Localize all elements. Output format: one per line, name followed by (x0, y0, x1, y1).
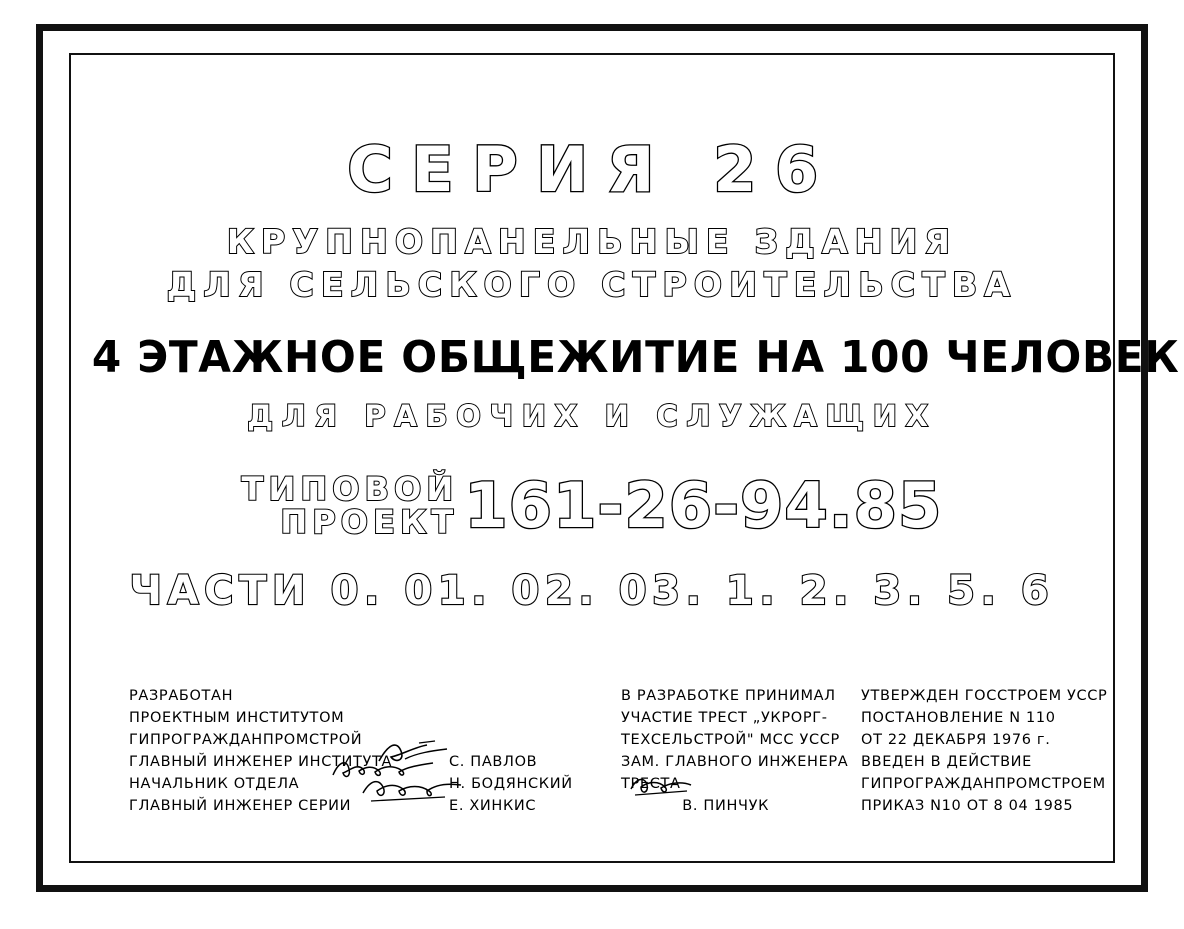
credits-column-left (129, 685, 573, 817)
drawing-sheet-inner-frame (69, 53, 1180, 863)
chief-engineer-institute-row (129, 751, 538, 773)
intended-users-line: ДЛЯ РАБОЧИХ И СЛУЖАЩИХ (247, 399, 937, 433)
trust-engineer-name: В. ПИНЧУК (682, 798, 770, 815)
developed-by-line-1: РАЗРАБОТАН (129, 688, 234, 704)
drawing-sheet-outer-frame (36, 24, 1180, 892)
department-head-row (129, 773, 573, 795)
credits-block (71, 685, 1113, 835)
approval-line-3: ОТ 22 ДЕКАБРЯ 1976 г. (861, 732, 1051, 749)
chief-engineer-series-name: Е. ХИНКИС (449, 798, 537, 815)
chief-engineer-series-row (129, 795, 537, 817)
project-label (241, 470, 459, 541)
participant-line-4: ЗАМ. ГЛАВНОГО ИНЖЕНЕРА (621, 754, 849, 771)
subtitle-line-2: ДЛЯ СЕЛЬСКОГО СТРОИТЕЛЬСТВА (166, 265, 1018, 304)
project-code-block (71, 468, 1113, 542)
department-head-name: Н. БОДЯНСКИЙ (449, 776, 573, 793)
department-head-role: НАЧАЛЬНИК ОТДЕЛА (129, 776, 300, 793)
approval-line-2: ПОСТАНОВЛЕНИЕ N 110 (861, 710, 1056, 727)
chief-engineer-institute-role: ГЛАВНЫЙ ИНЖЕНЕР ИНСТИТУТА (129, 754, 393, 771)
developed-by-line-2: ПРОЕКТНЫМ ИНСТИТУТОМ (129, 710, 345, 727)
approval-line-4: ВВЕДЕН В ДЕЙСТВИЕ (861, 754, 1032, 771)
series-title: СЕРИЯ 26 (347, 133, 837, 206)
trust-engineer-row (621, 795, 848, 817)
project-label-line-1: ТИПОВОЙ (241, 470, 459, 508)
participant-line-2: УЧАСТИЕ ТРЕСТ „УКРОРГ- (621, 710, 828, 727)
approval-line-1: УТВЕРЖДЕН ГОССТРОЕМ УССР (861, 688, 1108, 704)
participant-line-3: ТЕХСЕЛЬСТРОЙ" МСС УССР (621, 732, 840, 749)
chief-engineer-institute-name: С. ПАВЛОВ (449, 754, 538, 771)
participant-line-5: ТРЕСТА (621, 776, 681, 793)
project-label-line-2: ПРОЕКТ (280, 502, 459, 541)
main-title: 4 ЭТАЖНОЕ ОБЩЕЖИТИЕ НА 100 ЧЕЛОВЕК (91, 332, 1180, 383)
approval-line-6: ПРИКАЗ N10 ОТ 8 04 1985 (861, 798, 1074, 815)
chief-engineer-series-role: ГЛАВНЫЙ ИНЖЕНЕР СЕРИИ (129, 798, 352, 815)
approval-line-5: ГИПРОГРАЖДАНПРОМСТРОЕМ (861, 776, 1106, 793)
parts-line: ЧАСТИ 0. 01. 02. 03. 1. 2. 3. 5. 6 (129, 568, 1055, 615)
developed-by-line-3: ГИПРОГРАЖДАНПРОМСТРОЙ (129, 732, 363, 749)
title-block (71, 55, 1180, 615)
subtitle-line-1: КРУПНОПАНЕЛЬНЫЕ ЗДАНИЯ (226, 222, 958, 261)
credits-column-middle (621, 685, 848, 817)
project-code: 161-26-94.85 (464, 468, 943, 542)
credits-column-right (861, 685, 1107, 817)
participant-line-1: В РАЗРАБОТКЕ ПРИНИМАЛ (621, 688, 836, 704)
